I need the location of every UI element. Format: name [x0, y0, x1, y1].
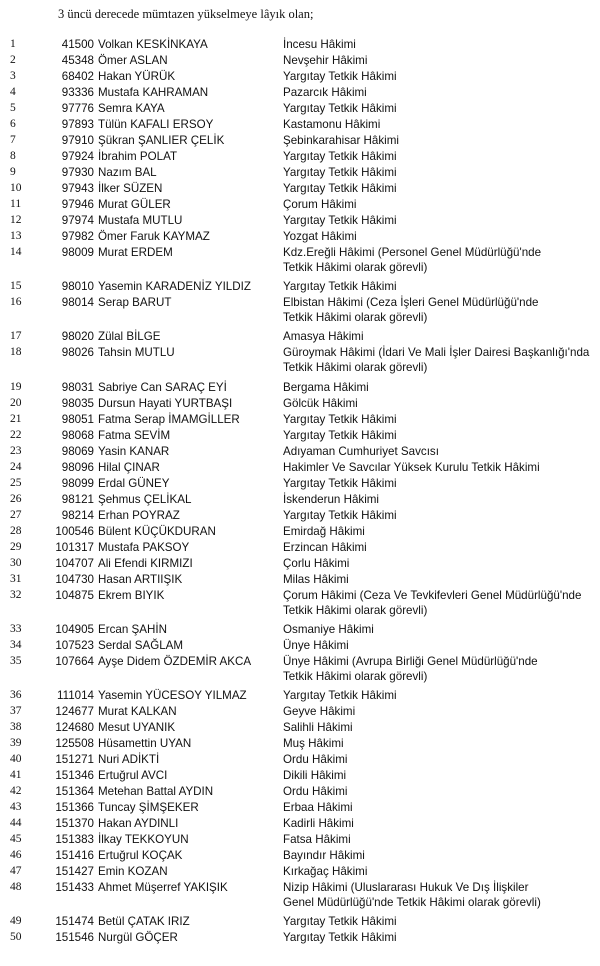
duty-title — [283, 930, 397, 945]
row-number: 10 — [10, 182, 22, 194]
duty-line: Çorlu Hâkimi — [283, 556, 350, 570]
person-name: Ertuğrul KOÇAK — [98, 849, 183, 862]
duty-title — [283, 37, 356, 52]
row-number: 36 — [10, 689, 22, 701]
registry-number: 107664 — [55, 654, 94, 668]
row-number: 14 — [10, 246, 22, 258]
registry-number: 98026 — [61, 346, 94, 360]
row-number: 21 — [10, 412, 22, 425]
registry-number: 98068 — [61, 428, 94, 442]
registry-number: 100546 — [55, 524, 94, 538]
row-number: 3 — [10, 70, 16, 82]
duty-line: Salihli Hâkimi — [283, 721, 353, 734]
person-name: Ali Efendi KIRMIZI — [98, 556, 193, 570]
duty-line: Yargıtay Tetkik Hâkimi — [283, 476, 397, 490]
person-name: Ercan ŞAHİN — [98, 622, 167, 636]
row-number: 15 — [10, 280, 22, 293]
registry-number: 97930 — [61, 166, 94, 179]
row-number: 38 — [10, 721, 22, 733]
person-name: Ekrem BIYIK — [98, 588, 165, 602]
person-name: Tülün KAFALI ERSOY — [98, 118, 214, 131]
registry-number: 97924 — [61, 150, 94, 163]
duty-title — [283, 556, 349, 571]
registry-number: 98214 — [61, 508, 94, 522]
person-name: Yasemin YÜCESOY YILMAZ — [98, 689, 247, 702]
duty-title — [283, 69, 397, 84]
registry-number: 151370 — [55, 817, 94, 830]
registry-number: 98069 — [61, 444, 94, 458]
duty-line: Ünye Hâkimi (Avrupa Birliği Genel Müdürlüğü'nde — [283, 654, 538, 668]
duty-title — [283, 880, 541, 910]
duty-title — [283, 588, 581, 618]
row-number: 49 — [10, 915, 22, 928]
row-number: 45 — [10, 833, 22, 845]
duty-line: Kdz.Ereğli Hâkimi (Personel Genel Müdürlüğü'nde — [283, 246, 542, 259]
duty-title — [283, 295, 538, 325]
person-name: Tuncay ŞİMŞEKER — [98, 801, 199, 814]
registry-number: 151474 — [55, 915, 94, 929]
duty-title — [283, 181, 397, 196]
row-number: 32 — [10, 588, 22, 601]
person-name: Fatma Serap İMAMGİLLER — [98, 412, 240, 426]
row-number: 25 — [10, 476, 22, 489]
duty-title — [283, 229, 357, 244]
row-number: 1 — [10, 38, 16, 50]
duty-title — [283, 752, 347, 767]
duty-line: Nevşehir Hâkimi — [283, 54, 368, 67]
duty-title — [283, 476, 397, 491]
duty-title — [283, 133, 399, 148]
duty-line: Yargıtay Tetkik Hâkimi — [283, 214, 397, 227]
row-number: 7 — [10, 134, 16, 146]
duty-line: Bayındır Hâkimi — [283, 849, 365, 862]
duty-line: Tetkik Hâkimi olarak görevli) — [283, 603, 428, 617]
duty-line: Yargıtay Tetkik Hâkimi — [283, 508, 397, 522]
duty-line: Dikili Hâkimi — [283, 769, 347, 782]
duty-title — [283, 279, 397, 294]
person-name: Dursun Hayati YURTBAŞI — [98, 396, 233, 410]
person-name: Mesut UYANIK — [98, 721, 176, 734]
duty-line: Ordu Hâkimi — [283, 753, 348, 766]
person-name: Volkan KESKİNKAYA — [98, 38, 208, 51]
person-name: Zülal BİLGE — [98, 330, 161, 344]
duty-line: Yargıtay Tetkik Hâkimi — [283, 689, 397, 702]
registry-number: 98051 — [61, 412, 94, 426]
row-number: 29 — [10, 540, 22, 553]
duty-line: Pazarcık Hâkimi — [283, 86, 367, 99]
person-name: Serdal SAĞLAM — [98, 638, 184, 652]
row-number: 12 — [10, 214, 22, 226]
person-name: Erdal GÜNEY — [98, 476, 170, 490]
person-name: Şehmus ÇELİKAL — [98, 492, 192, 506]
person-name: Ömer ASLAN — [98, 54, 168, 67]
registry-number: 98020 — [61, 330, 94, 344]
duty-line: Genel Müdürlüğü'nde Tetkik Hâkimi olarak görevli) — [283, 896, 541, 909]
duty-title — [283, 412, 397, 427]
person-name: Betül ÇATAK IRIZ — [98, 915, 190, 929]
duty-line: Yozgat Hâkimi — [283, 230, 357, 243]
person-name: Ayşe Didem ÖZDEMİR AKCA — [98, 654, 252, 668]
duty-title — [283, 460, 540, 475]
row-number: 20 — [10, 396, 22, 409]
duty-line: Fatsa Hâkimi — [283, 833, 351, 846]
registry-number: 41500 — [61, 38, 94, 51]
duty-line: Muş Hâkimi — [283, 737, 344, 750]
registry-number: 104905 — [55, 622, 94, 636]
registry-number: 97776 — [61, 102, 94, 115]
registry-number: 97943 — [61, 182, 94, 195]
duty-title — [283, 396, 358, 411]
person-name: Semra KAYA — [98, 102, 165, 115]
duty-line: Adıyaman Cumhuriyet Savcısı — [283, 444, 439, 458]
registry-number: 151433 — [55, 881, 94, 894]
duty-line: Hakimler Ve Savcılar Yüksek Kurulu Tetkik Hâkimi — [283, 460, 540, 474]
duty-title — [283, 572, 349, 587]
person-name: Hakan YÜRÜK — [98, 70, 176, 83]
duty-line: Çorum Hâkimi — [283, 198, 357, 211]
duty-title — [283, 245, 541, 275]
duty-title — [283, 101, 397, 116]
row-number: 40 — [10, 753, 22, 765]
row-number: 37 — [10, 705, 22, 717]
row-number: 9 — [10, 166, 16, 178]
row-number: 24 — [10, 460, 22, 473]
duty-title — [283, 380, 369, 395]
registry-number: 97893 — [61, 118, 94, 131]
duty-line: Kadirli Hâkimi — [283, 817, 354, 830]
duty-line: Milas Hâkimi — [283, 572, 349, 586]
registry-number: 98096 — [61, 460, 94, 474]
registry-number: 111014 — [57, 689, 94, 702]
registry-number: 98014 — [61, 296, 94, 310]
row-number: 26 — [10, 492, 22, 505]
person-name: Nurgül GÖÇER — [98, 931, 178, 945]
person-name: Fatma SEVİM — [98, 428, 171, 442]
registry-number: 104707 — [55, 556, 94, 570]
duty-title — [283, 444, 439, 459]
registry-number: 98099 — [61, 476, 94, 490]
duty-line: Yargıtay Tetkik Hâkimi — [283, 166, 397, 179]
duty-line: Tetkik Hâkimi olarak görevli) — [283, 311, 428, 325]
duty-line: Tetkik Hâkimi olarak görevli) — [283, 361, 428, 375]
person-name: Murat GÜLER — [98, 198, 171, 211]
registry-number: 45348 — [61, 54, 94, 67]
registry-number: 97910 — [61, 134, 94, 147]
registry-number: 124677 — [55, 705, 94, 718]
row-number: 44 — [10, 817, 22, 829]
person-name: Mustafa PAKSOY — [98, 540, 190, 554]
person-name: Sabriye Can SARAÇ EYİ — [98, 380, 227, 394]
registry-number: 104730 — [55, 572, 94, 586]
row-number: 23 — [10, 444, 22, 457]
registry-number: 151346 — [55, 769, 94, 782]
person-name: Bülent KÜÇÜKDURAN — [98, 524, 216, 538]
duty-title — [283, 768, 346, 783]
registry-number: 97946 — [61, 198, 94, 211]
row-number: 5 — [10, 102, 16, 114]
row-number: 34 — [10, 638, 22, 651]
registry-number: 98035 — [61, 396, 94, 410]
person-name: İlker SÜZEN — [98, 182, 163, 195]
registry-number: 151366 — [55, 801, 94, 814]
person-name: Nazım BAL — [98, 166, 157, 179]
duty-title — [283, 832, 351, 847]
registry-number: 101317 — [55, 540, 94, 554]
registry-number: 151364 — [55, 785, 94, 798]
duty-title — [283, 688, 397, 703]
registry-number: 93336 — [61, 86, 94, 99]
duty-line: Amasya Hâkimi — [283, 330, 364, 344]
person-name: Hakan AYDINLI — [98, 817, 179, 830]
person-name: Mustafa KAHRAMAN — [98, 86, 209, 99]
registry-number: 125508 — [55, 737, 94, 750]
person-name: Murat ERDEM — [98, 246, 173, 259]
duty-title — [283, 800, 353, 815]
row-number: 46 — [10, 849, 22, 861]
duty-title — [283, 914, 397, 929]
registry-number: 151271 — [55, 753, 94, 766]
registry-number: 124680 — [55, 721, 94, 734]
duty-line: Yargıtay Tetkik Hâkimi — [283, 102, 397, 115]
duty-title — [283, 720, 353, 735]
person-name: Ertuğrul AVCI — [98, 769, 168, 782]
list-heading: 3 üncü derecede mümtazen yükselmeye lâyık olan; — [58, 7, 314, 21]
registry-number: 107523 — [55, 638, 94, 652]
duty-title — [283, 213, 397, 228]
registry-number: 68402 — [61, 70, 94, 83]
person-name: Metehan Battal AYDIN — [98, 785, 214, 798]
duty-title — [283, 864, 367, 879]
person-name: Murat KALKAN — [98, 705, 177, 718]
person-name: İlkay TEKKOYUN — [98, 833, 189, 846]
registry-number: 97982 — [61, 230, 94, 243]
person-name: Hasan ARTIIŞIK — [98, 572, 183, 586]
row-number: 6 — [10, 118, 16, 130]
person-name: Nuri ADİKTİ — [98, 753, 160, 766]
row-number: 35 — [10, 654, 22, 667]
duty-line: Erbaa Hâkimi — [283, 801, 353, 814]
duty-title — [283, 428, 397, 443]
row-number: 47 — [10, 865, 22, 877]
duty-line: Güroymak Hâkimi (İdari Ve Mali İşler Dairesi Başkanlığı'nda — [283, 346, 590, 360]
row-number: 4 — [10, 86, 16, 98]
duty-title — [283, 149, 397, 164]
person-name: İbrahim POLAT — [98, 150, 178, 163]
duty-line: Geyve Hâkimi — [283, 705, 356, 718]
duty-line: Yargıtay Tetkik Hâkimi — [283, 931, 397, 945]
duty-title — [283, 329, 364, 344]
duty-line: Yargıtay Tetkik Hâkimi — [283, 280, 397, 294]
duty-title — [283, 848, 365, 863]
duty-title — [283, 816, 354, 831]
row-number: 50 — [10, 931, 22, 944]
row-number: 2 — [10, 54, 16, 66]
duty-title — [283, 736, 344, 751]
duty-line: Kastamonu Hâkimi — [283, 118, 381, 131]
person-name: Hüsamettin UYAN — [98, 737, 192, 750]
duty-line: Yargıtay Tetkik Hâkimi — [283, 70, 397, 83]
duty-title — [283, 85, 367, 100]
duty-line: Elbistan Hâkimi (Ceza İşleri Genel Müdürlüğü'nde — [283, 296, 539, 310]
row-number: 8 — [10, 150, 16, 162]
duty-title — [283, 508, 397, 523]
duty-line: Ünye Hâkimi — [283, 638, 349, 652]
row-number: 17 — [10, 330, 22, 343]
registry-number: 151546 — [55, 931, 94, 945]
duty-line: Tetkik Hâkimi olarak görevli) — [283, 261, 428, 274]
row-number: 41 — [10, 769, 22, 781]
duty-line: Ordu Hâkimi — [283, 785, 348, 798]
duty-line: Bergama Hâkimi — [283, 380, 369, 394]
person-name: Emin KOZAN — [98, 865, 168, 878]
person-name: Ahmet Müşerref YAKIŞIK — [98, 881, 228, 894]
row-number: 13 — [10, 230, 22, 242]
registry-number: 151383 — [55, 833, 94, 846]
duty-line: Erzincan Hâkimi — [283, 540, 367, 554]
duty-title — [283, 622, 374, 637]
duty-line: Osmaniye Hâkimi — [283, 622, 374, 636]
registry-number: 151416 — [55, 849, 94, 862]
registry-number: 97974 — [61, 214, 94, 227]
duty-line: Gölcük Hâkimi — [283, 396, 358, 410]
duty-title — [283, 540, 367, 555]
duty-title — [283, 53, 367, 68]
row-number: 16 — [10, 296, 22, 309]
duty-line: Yargıtay Tetkik Hâkimi — [283, 412, 397, 426]
duty-line: Yargıtay Tetkik Hâkimi — [283, 915, 397, 929]
registry-number: 98031 — [61, 380, 94, 394]
duty-line: İskenderun Hâkimi — [283, 492, 380, 506]
duty-title — [283, 165, 397, 180]
duty-title — [283, 492, 379, 507]
duty-line: Çorum Hâkimi (Ceza Ve Tevkifevleri Genel Müdürlüğü'nde — [283, 588, 582, 602]
registry-number: 151427 — [55, 865, 94, 878]
row-number: 18 — [10, 346, 22, 359]
duty-title — [283, 638, 349, 653]
person-name: Hilal ÇINAR — [98, 460, 160, 474]
row-number: 33 — [10, 622, 22, 635]
duty-title — [283, 524, 365, 539]
person-name: Yasin KANAR — [98, 444, 170, 458]
duty-line: Emirdağ Hâkimi — [283, 524, 365, 538]
duty-line: Nizip Hâkimi (Uluslararası Hukuk Ve Dış İlişkiler — [283, 881, 529, 894]
duty-title — [283, 117, 380, 132]
person-name: Şükran ŞANLIER ÇELİK — [98, 134, 225, 147]
row-number: 19 — [10, 380, 22, 393]
duty-title — [283, 345, 589, 375]
duty-line: Yargıtay Tetkik Hâkimi — [283, 182, 397, 195]
registry-number: 98121 — [61, 492, 94, 506]
person-name: Yasemin KARADENİZ YILDIZ — [98, 280, 251, 294]
registry-number: 98010 — [61, 280, 94, 294]
duty-title — [283, 654, 538, 684]
row-number: 43 — [10, 801, 22, 813]
person-name: Ömer Faruk KAYMAZ — [98, 230, 210, 243]
person-name: Serap BARUT — [98, 296, 172, 310]
person-name: Tahsin MUTLU — [98, 346, 175, 360]
duty-line: Şebinkarahisar Hâkimi — [283, 134, 399, 147]
row-number: 11 — [10, 198, 22, 210]
duty-line: Yargıtay Tetkik Hâkimi — [283, 428, 397, 442]
row-number: 28 — [10, 524, 22, 537]
person-name: Erhan POYRAZ — [98, 508, 180, 522]
duty-line: Kırkağaç Hâkimi — [283, 865, 368, 878]
duty-title — [283, 784, 347, 799]
duty-line: İncesu Hâkimi — [283, 38, 356, 51]
registry-number: 98009 — [61, 246, 94, 259]
duty-title — [283, 197, 356, 212]
duty-line: Yargıtay Tetkik Hâkimi — [283, 150, 397, 163]
row-number: 27 — [10, 508, 22, 521]
row-number: 42 — [10, 785, 22, 797]
duty-title — [283, 704, 355, 719]
person-name: Mustafa MUTLU — [98, 214, 183, 227]
row-number: 30 — [10, 556, 22, 569]
row-number: 48 — [10, 881, 22, 893]
row-number: 31 — [10, 572, 22, 585]
registry-number: 104875 — [55, 588, 94, 602]
row-number: 22 — [10, 428, 22, 441]
duty-line: Tetkik Hâkimi olarak görevli) — [283, 669, 428, 683]
row-number: 39 — [10, 737, 22, 749]
